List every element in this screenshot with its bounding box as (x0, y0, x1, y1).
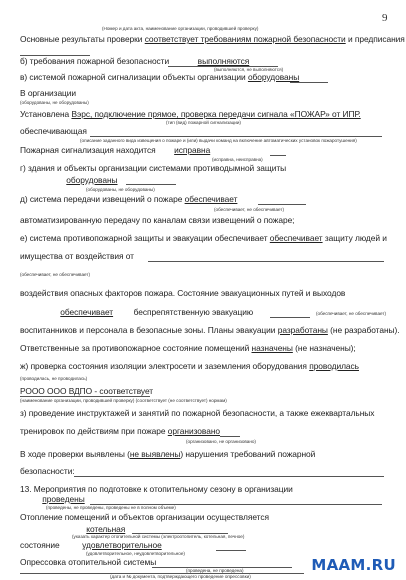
drills-label: тренировок по действиям при пожаре (20, 426, 166, 436)
responsible-line (20, 343, 356, 353)
caption-performed: (проводилась, не проводилась) (20, 376, 88, 381)
safety-line: безопасности: (20, 466, 75, 476)
instructions-line: з) проведение инструктажей и занятий по пожарной безопасности, а также ежеквартальных (20, 408, 375, 418)
responsible-value: назначены (251, 343, 293, 353)
violations-value: не выявлены (129, 449, 181, 459)
caption-system-type: (тип (вид) пожарной сигнализации) (166, 120, 241, 125)
alarm-system-label: в) системой пожарной сигнализации объекты организации (20, 72, 246, 82)
alarm-system-line (20, 72, 299, 82)
hazard-factors-line: воздействия опасных факторов пожара. Состояние эвакуационных путей и выходов (20, 288, 346, 298)
pressure-test-line: Опрессовка отопительной системы (20, 557, 157, 567)
installed-label: Установлена (20, 109, 70, 119)
caption-organized: (организовано, не организовано) (186, 439, 256, 444)
blank-rule (20, 396, 150, 397)
evacuation-value: обеспечивает (60, 307, 114, 317)
responsible-tail: (не назначены); (295, 343, 356, 353)
caption-equipped: (оборудованы, не оборудованы) (20, 100, 89, 105)
heating-season-value-line (20, 494, 85, 504)
violations-line (20, 449, 315, 459)
condition-line (20, 540, 162, 550)
blank-rule (220, 436, 240, 437)
smoke-protection-value-line (20, 175, 118, 185)
caption-provides-3: (обеспечивает, не обеспечивает) (316, 311, 387, 316)
evacuation-line (20, 307, 253, 317)
evacuation-plans-value: разработаны (277, 325, 328, 335)
protection-label: е) система противопожарной защиты и эвакуации обеспечивает (20, 233, 268, 243)
caption-satisfactory: (удовлетворительное, неудовлетворительное) (86, 551, 185, 556)
caption-provides-2: (обеспечивает, не обеспечивает) (20, 272, 91, 277)
caption-working: (исправна, неисправна) (212, 157, 263, 162)
insulation-value: проводилась (309, 361, 359, 371)
blank-rule (258, 204, 306, 205)
protection-value: обеспечивает (269, 233, 323, 243)
requirements-line (20, 56, 249, 66)
alarm-state-label: Пожарная сигнализация находится (20, 145, 156, 155)
maam-watermark (304, 554, 400, 576)
caption-report-header: (Номер и дата акта, наименование организации, проводившей проверку) (102, 26, 259, 31)
blank-rule (74, 476, 384, 477)
installed-line (20, 109, 361, 119)
blank-rule (216, 550, 246, 551)
organization-line: В организации (20, 88, 77, 98)
caption-heating-type: (указать характер отопительной системы (электроотопитель, котельная, печное) (72, 534, 245, 539)
responsible-label: Ответственные за противопожарное состояние помещений (20, 343, 250, 353)
transmission-line (20, 194, 237, 204)
page-number: 9 (382, 12, 388, 24)
transmission-label: д) система передачи извещений о пожаре (20, 194, 183, 204)
installed-value: Вэрс, подключение прямое, проверка передачи сигнала «ПОЖАР» от ИПР. (71, 109, 361, 119)
heating-line: Отопление помещений и объектов организации осуществляется (20, 512, 269, 522)
caption-document: (дата и № документа, подтверждающего проведение опрессовки) (110, 574, 251, 579)
results-line (20, 34, 405, 44)
blank-rule (126, 184, 176, 185)
caption-inspecting-org: (наименование организации, проводившей проверку) (соответствует (не соответствует) нормам) (20, 398, 227, 403)
transmission-value: обеспечивает (184, 194, 238, 204)
evacuation-plans-line (20, 325, 400, 335)
property-line: имущества от воздействия от (20, 251, 134, 261)
boiler-value: котельная (86, 524, 126, 534)
alarm-state-value: исправна (174, 145, 211, 155)
alarm-system-value: оборудованы (247, 72, 300, 82)
caption-equipped-2: (оборудованы, не оборудованы) (86, 187, 155, 192)
caption-notification: (описание заданного вида извещения о пожаре и (или) выдачи команд на включение автоматических установок пожаротушения) (80, 138, 357, 143)
blank-rule (290, 82, 328, 83)
watermark-logo: MAAM.RU (311, 556, 396, 574)
evacuation-plans-tail: (не разработаны). (330, 325, 400, 335)
protection-line (20, 233, 387, 243)
condition-label: состояние (20, 540, 60, 550)
drills-value: организовано (167, 426, 220, 436)
evacuation-plans-label: воспитанников и персонала в безопасные зоны. Планы эвакуации (20, 325, 276, 335)
caption-conducted: (проведены, не проведены, проведены не в полном объеме) (46, 505, 176, 510)
results-value: соответствует требованиям пожарной безопасности (144, 34, 346, 44)
insulation-line (20, 361, 359, 371)
vdpo-line: РООО ООО ВДПО - соответствует (20, 386, 154, 396)
heating-season-value: проведены (42, 494, 85, 504)
caption-pressure-test: (проведена, не проведена) (186, 568, 244, 573)
results-tail: и предписания (347, 34, 405, 44)
boiler-line (20, 524, 125, 534)
violations-tail: ) нарушения требований пожарной (180, 449, 316, 459)
smoke-protection-line: г) здания и объекты организации системами противодымной защиты (20, 163, 287, 173)
results-label: Основные результаты проверки (20, 34, 143, 44)
drills-line (20, 426, 220, 436)
smoke-protection-value: оборудованы (66, 175, 118, 185)
requirements-value: выполняются (197, 56, 250, 66)
condition-value: удовлетворительное (82, 540, 162, 550)
caption-requirements: (выполняются, не выполняются) (214, 67, 284, 72)
blank-rule (148, 261, 384, 262)
protection-tail: защиту людей и (324, 233, 387, 243)
blank-rule (270, 155, 286, 156)
violations-label: В ходе проверки выявлены ( (20, 449, 130, 459)
alarm-state-line (20, 145, 210, 155)
evacuation-label: беспрепятственную эвакуацию (133, 307, 254, 317)
blank-rule (270, 317, 310, 318)
blank-rule (90, 136, 382, 137)
automated-transfer-line: автоматизированную передачу по каналам связи извещений о пожаре; (20, 215, 295, 225)
ensuring-line: обеспечивающая (20, 126, 87, 136)
caption-provides-1: (обеспечивает, не обеспечивает) (214, 207, 285, 212)
insulation-label: ж) проверка состояния изоляции электросети и заземления оборудования (20, 361, 307, 371)
heating-season-line: 13. Мероприятия по подготовке к отопительному сезону в организации (20, 484, 293, 494)
requirements-label: б) требования пожарной безопасности (20, 56, 170, 66)
